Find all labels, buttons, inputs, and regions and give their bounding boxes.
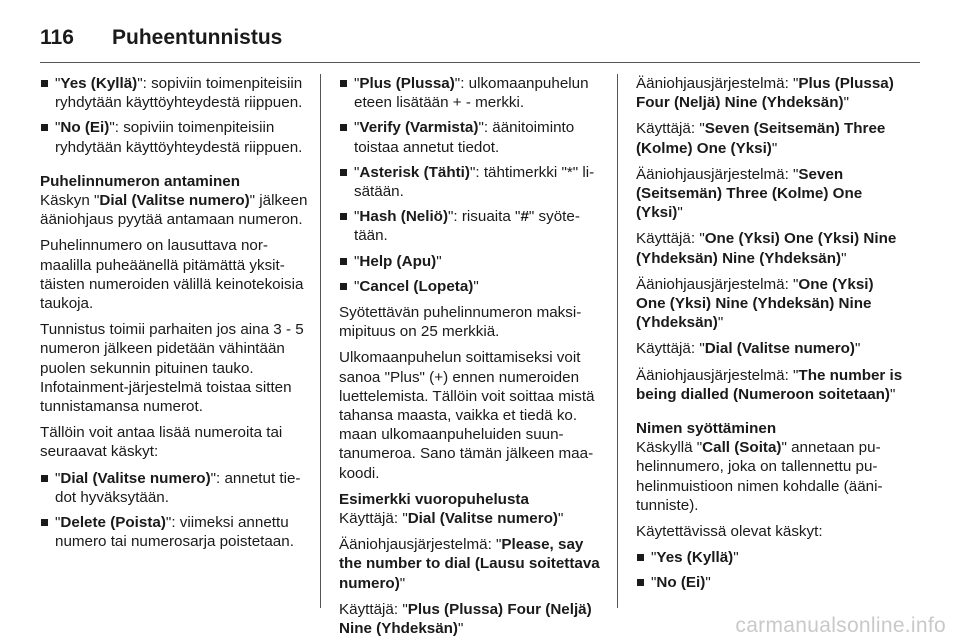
command-label: Yes (Kyllä) (656, 549, 734, 567)
command-description: : viimeksi annettu numero tai numerosarja poistetaan. (55, 514, 294, 551)
command-label: Help (Apu) (359, 252, 437, 270)
dialogue-line: Ääniohjausjärjestelmä: "Plus (Plussa) Four (Neljä) Nine (Yhdeksän)" (636, 75, 894, 112)
command-label: Yes (Kyllä) (60, 75, 138, 92)
list-item: "Yes (Kyllä)": sopiviin toimenpiteisiin ryhdytään käyttöyhteydestä riippuen. (40, 74, 308, 112)
list-item: "No (Ei)" (636, 573, 904, 592)
command-label: Hash (Neliö) (359, 208, 449, 226)
header-divider (40, 62, 920, 63)
dialogue-line: Käyttäjä: "One (Yksi) One (Yksi) Nine (Yhdeksän) Nine (Yhdeksän)" (636, 230, 897, 267)
list-item: "No (Ei)": sopiviin toimenpiteisiin ryhdytään käyttöyhteydestä riippuen. (40, 118, 308, 156)
paragraph: Käskyn "Dial (Valitse numero)" jälkeen ääniohjaus pyytää antamaan numeron. (40, 192, 308, 229)
response-list (40, 74, 308, 157)
command-description: : ulkomaanpuhelun eteen lisätään + - merkki. (354, 75, 589, 112)
command-list (339, 74, 604, 296)
column-2 (339, 74, 604, 638)
page-title: Puheentunnistus (112, 26, 283, 49)
command-description: : tähtimerkki "*" lisätään. (354, 163, 595, 201)
dialogue-line: Käyttäjä: "Dial (Valitse numero)" (636, 340, 861, 358)
command-label: Dial (Valitse numero) (99, 192, 250, 210)
list-item: "Asterisk (Tähti)": tähtimerkki "*" lisätään. (339, 163, 604, 201)
section-heading: Puhelinnumeron antaminen (40, 172, 240, 190)
paragraph: Tällöin voit antaa lisää numeroita tai seuraavat käskyt: (40, 424, 283, 461)
list-item: "Hash (Neliö)": risuaita "#" syötetään. (339, 207, 604, 245)
list-item: "Plus (Plussa)": ulkomaanpuhelun eteen lisätään + - merkki. (339, 74, 604, 112)
column-1 (40, 74, 308, 614)
dialogue-line: Käyttäjä: "Seven (Seitsemän) Three (Kolme) One (Yksi)" (636, 120, 886, 157)
paragraph: Tunnistus toimii parhaiten jos aina 3 - 5 numeron jälkeen pidetään vähintään puolen sekunnin pituinen tauko. Infotainment-järjestelmä toistaa sitten tunnistamansa numerot. (40, 321, 304, 416)
command-label: Call (Soita) (702, 439, 782, 457)
command-list (40, 469, 308, 552)
command-label: No (Ei) (656, 574, 706, 592)
dialogue-line: Käyttäjä: "Dial (Valitse numero)" (339, 510, 564, 528)
list-item: "Yes (Kyllä)" (636, 548, 904, 567)
column-divider (320, 74, 321, 608)
column-divider (617, 74, 618, 608)
command-label: Dial (Valitse numero) (60, 469, 211, 487)
list-item: "Help (Apu)" (339, 252, 604, 271)
dialogue-line: Ääniohjausjärjestelmä: "One (Yksi) One (Yksi) Nine (Yhdeksän) Nine (Yhdeksän)" (636, 275, 874, 332)
command-description: : sopiviin toimenpiteisiin ryhdytään käyttöyhteydestä riippuen. (55, 119, 303, 156)
dialogue-line: Ääniohjausjärjestelmä: "Please, say the number to dial (Lausu soitettava numero)" (339, 536, 600, 592)
command-description: : annetut tiedot hyväksytään. (55, 469, 301, 506)
command-description: : sopiviin toimenpiteisiin ryhdytään käyttöyhteydestä riippuen. (55, 75, 303, 112)
paragraph: Ulkomaanpuhelun soittamiseksi voit sanoa "Plus" (+) ennen numeroiden luettelemista. Tällöin voit soittaa mistä tahansa maasta, vaikka et tiedä ko. maan ulkomaanpuheluiden suuntanumeroa. Sano tämän jälkeen maakoodi. (339, 349, 595, 482)
command-label: Asterisk (Tähti) (359, 163, 470, 181)
watermark: carmanualsonline.info (735, 614, 946, 637)
list-item: "Delete (Poista)": viimeksi annettu numero tai numerosarja poistetaan. (40, 513, 308, 551)
dialogue-line: Käyttäjä: "Plus (Plussa) Four (Neljä) Nine (Yhdeksän)" (339, 600, 592, 638)
paragraph: Syötettävän puhelinnumeron maksimipituus on 25 merkkiä. (339, 304, 582, 341)
command-label: Plus (Plussa) (359, 75, 455, 92)
command-label: No (Ei) (60, 119, 110, 137)
list-item: "Dial (Valitse numero)": annetut tiedot hyväksytään. (40, 469, 308, 507)
command-label: Cancel (Lopeta) (359, 277, 474, 295)
paragraph: Käytettävissä olevat käskyt: (636, 523, 823, 541)
paragraph: Puhelinnumero on lausuttava normaalilla puheäänellä pitämättä yksittäisten numeroiden välillä keinotekoisia taukoja. (40, 237, 304, 313)
column-3 (636, 74, 904, 614)
section-heading: Esimerkki vuoropuhelusta (339, 490, 529, 508)
list-item: "Cancel (Lopeta)" (339, 277, 604, 296)
command-label: Delete (Poista) (60, 514, 166, 532)
command-label: Verify (Varmista) (359, 119, 479, 137)
command-list (636, 548, 904, 592)
page-number: 116 (40, 26, 74, 49)
dialogue-line: Ääniohjausjärjestelmä: "Seven (Seitsemän) Three (Kolme) One (Yksi)" (636, 165, 863, 222)
command-description: : äänitoiminto toistaa annetut tiedot. (354, 119, 575, 156)
list-item: "Verify (Varmista)": äänitoiminto toistaa annetut tiedot. (339, 118, 604, 156)
section-heading: Nimen syöttäminen (636, 420, 777, 438)
page-header (40, 18, 920, 58)
paragraph: Käskyllä "Call (Soita)" annetaan puhelinnumero, joka on tallennettu puhelinmuistioon nimen kohdalle (äänitunniste). (636, 439, 883, 514)
dialogue-line: Ääniohjausjärjestelmä: "The number is being dialled (Numeroon soitetaan)" (636, 366, 903, 403)
